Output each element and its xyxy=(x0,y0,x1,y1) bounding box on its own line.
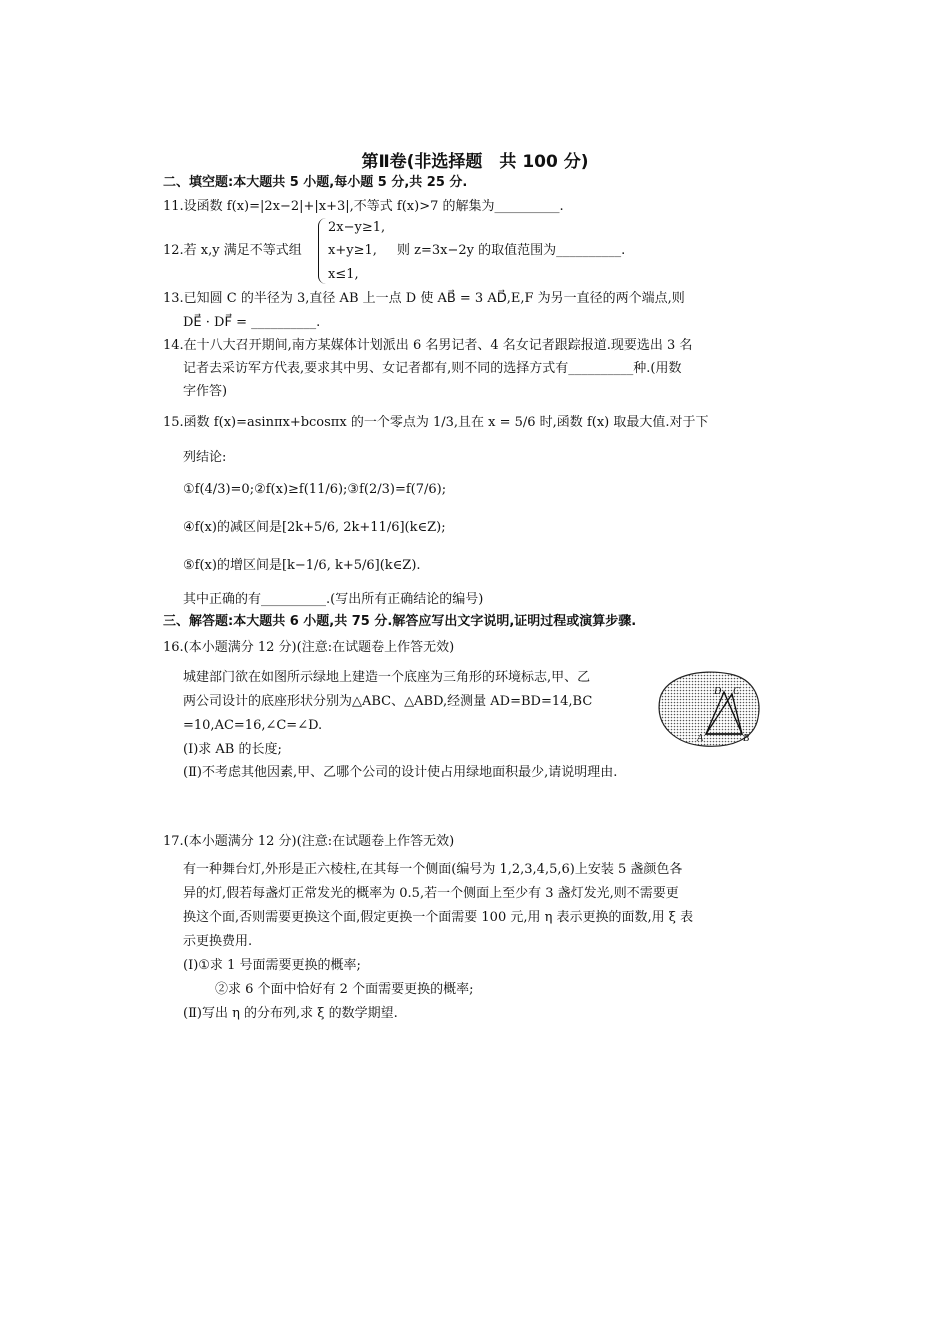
label-d: D xyxy=(714,686,722,697)
question-16-part-2: (Ⅱ)不考虑其他因素,甲、乙哪个公司的设计使占用绿地面积最少,请说明理由. xyxy=(183,765,618,780)
label-b: B xyxy=(743,733,750,744)
question-17-part-1b: ②求 6 个面中恰好有 2 个面需要更换的概率; xyxy=(215,982,474,997)
question-12-condition-3: x≤1, xyxy=(328,267,359,282)
question-11: 11.设函数 f(x)=|2x−2|+|x+3|,不等式 f(x)>7 的解集为__________. xyxy=(163,199,564,214)
question-17-line-1: 有一种舞台灯,外形是正六棱柱,在其每一个侧面(编号为 1,2,3,4,5,6)上安装 5 盏颜色各 xyxy=(183,862,683,877)
question-14-line-3: 字作答) xyxy=(183,384,228,399)
question-17-heading: 17.(本小题满分 12 分)(注意:在试题卷上作答无效) xyxy=(163,834,455,849)
question-16-line-1: 城建部门欲在如图所示绿地上建造一个底座为三角形的环境标志,甲、乙 xyxy=(183,670,591,685)
section-title: 第Ⅱ卷(非选择题 共 100 分) xyxy=(361,152,589,172)
question-15-answer-line: 其中正确的有__________.(写出所有正确结论的编号) xyxy=(183,592,484,607)
question-17-line-4: 示更换费用. xyxy=(183,934,253,949)
question-15-item-3: ⑤f(x)的增区间是[k−1/6, k+5/6](k∈Z). xyxy=(183,558,421,573)
question-17-line-2: 异的灯,假若每盏灯正常发光的概率为 0.5,若一个侧面上至少有 3 盏灯发光,则不需要更 xyxy=(183,886,679,901)
question-16-line-3: =10,AC=16,∠C=∠D. xyxy=(183,718,323,733)
question-12-prefix: 12.若 x,y 满足不等式组 xyxy=(163,243,302,258)
question-17-part-1a: (Ⅰ)①求 1 号面需要更换的概率; xyxy=(183,958,361,973)
system-brace xyxy=(318,218,327,284)
question-14-line-1: 14.在十八大召开期间,南方某媒体计划派出 6 名男记者、4 名女记者跟踪报道.现要选出 3 名 xyxy=(163,338,693,353)
question-12-suffix: 则 z=3x−2y 的取值范围为__________. xyxy=(397,243,626,258)
part2-header: 二、填空题:本大题共 5 小题,每小题 5 分,共 25 分. xyxy=(163,175,468,190)
question-15-item-1: ①f(4/3)=0;②f(x)≥f(11/6);③f(2/3)=f(7/6); xyxy=(183,482,447,497)
question-12-condition-2: x+y≥1, xyxy=(328,243,377,258)
question-16-heading: 16.(本小题满分 12 分)(注意:在试题卷上作答无效) xyxy=(163,640,455,655)
label-c: C xyxy=(733,686,740,697)
question-13-line-2: DE⃗ · DF⃗ = __________. xyxy=(183,315,321,330)
part3-header: 三、解答题:本大题共 6 小题,共 75 分.解答应写出文字说明,证明过程或演算步骤. xyxy=(163,614,637,629)
question-16-part-1: (Ⅰ)求 AB 的长度; xyxy=(183,742,282,757)
question-12-condition-1: 2x−y≥1, xyxy=(328,220,386,235)
question-17-part-2: (Ⅱ)写出 η 的分布列,求 ξ 的数学期望. xyxy=(183,1006,398,1021)
question-15-line-2: 列结论: xyxy=(183,450,227,465)
question-15-line-1: 15.函数 f(x)=asinπx+bcosπx 的一个零点为 1/3,且在 x = 5/6 时,函数 f(x) 取最大值.对于下 xyxy=(163,415,709,430)
question-14-line-2: 记者去采访军方代表,要求其中男、女记者都有,则不同的选择方式有__________种.(用数 xyxy=(183,361,682,376)
question-13-line-1: 13.已知圆 C 的半径为 3,直径 AB 上一点 D 使 AB⃗ = 3 AD⃗,E,F 为另一直径的两个端点,则 xyxy=(163,291,685,306)
question-17-line-3: 换这个面,否则需要更换这个面,假定更换一个面需要 100 元,用 η 表示更换的面数,用 ξ 表 xyxy=(183,910,694,925)
question-15-item-2: ④f(x)的减区间是[2k+5/6, 2k+11/6](k∈Z); xyxy=(183,520,446,535)
greenland-figure xyxy=(652,668,764,750)
question-16-line-2: 两公司设计的底座形状分别为△ABC、△ABD,经测量 AD=BD=14,BC xyxy=(183,694,593,709)
label-a: A xyxy=(697,733,704,744)
